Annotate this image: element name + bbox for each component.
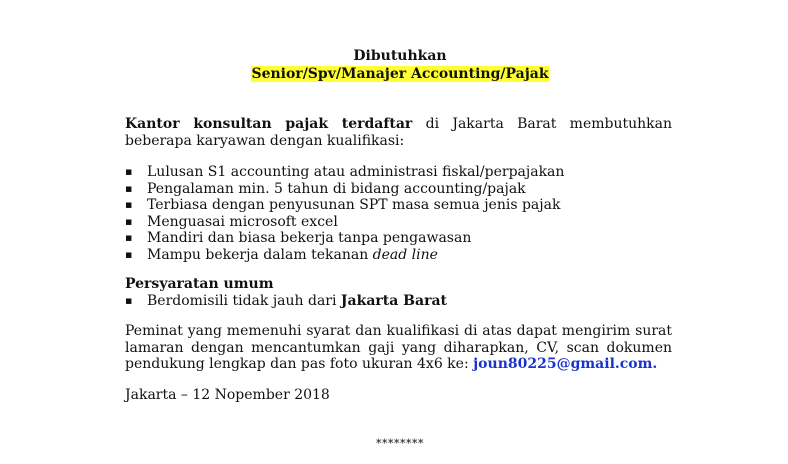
footer-asterisks: ******** [376, 437, 424, 450]
heading-line1: Dibutuhkan [353, 48, 447, 64]
bullet-icon: ▪ [125, 293, 133, 307]
job-title-highlight: Senior/Spv/Manajer Accounting/Pajak [251, 66, 549, 82]
bullet-icon: ▪ [125, 214, 133, 228]
qualification-item: ▪ Mampu bekerja dalam tekanan dead line [125, 246, 438, 263]
application-paragraph: Peminat yang memenuhi syarat dan kualifikasi di atas dapat mengirim surat lamaran dengan mencantumkan gaji yang diharapkan, CV, scan dokumen pendukung lengkap dan pas foto ukuran 4x6 ke: joun80225@gmail.com. [125, 323, 672, 372]
location-bold: Jakarta Barat [340, 292, 447, 309]
heading-line2 [0, 66, 788, 83]
bullet-icon: ▪ [125, 247, 133, 261]
intro-rest: di Jakarta Barat membutuhkan beberapa karyawan dengan kualifikasi: [125, 116, 672, 149]
requirements-title: Persyaratan umum [125, 276, 274, 292]
qualification-list [125, 164, 672, 263]
intro-paragraph [125, 116, 672, 149]
qualification-item: ▪ Terbiasa dengan penyusunan SPT masa semua jenis pajak [125, 197, 561, 213]
requirements-list [125, 293, 672, 310]
bullet-icon: ▪ [125, 181, 133, 195]
email-link[interactable]: joun80225@gmail.com. [473, 356, 658, 372]
date-line: Jakarta – 12 Nopember 2018 [125, 387, 330, 403]
intro-bold: Kantor konsultan pajak terdaftar [125, 116, 413, 132]
dead-line-italic: dead line [372, 246, 438, 263]
qualification-item: ▪ Lulusan S1 accounting atau administrasi fiskal/perpajakan [125, 164, 565, 180]
requirements-section [125, 276, 672, 309]
bullet-icon: ▪ [125, 231, 133, 244]
bullet-icon: ▪ [125, 165, 133, 178]
qualification-item: ▪ Mandiri dan biasa bekerja tanpa pengawasan [125, 230, 472, 246]
requirement-item: ▪ Berdomisili tidak jauh dari Jakarta Barat [125, 292, 447, 309]
qualification-item: ▪ Menguasai microsoft excel [125, 213, 338, 230]
bullet-icon: ▪ [125, 198, 133, 211]
qualification-item: ▪ Pengalaman min. 5 tahun di bidang accounting/pajak [125, 180, 526, 197]
